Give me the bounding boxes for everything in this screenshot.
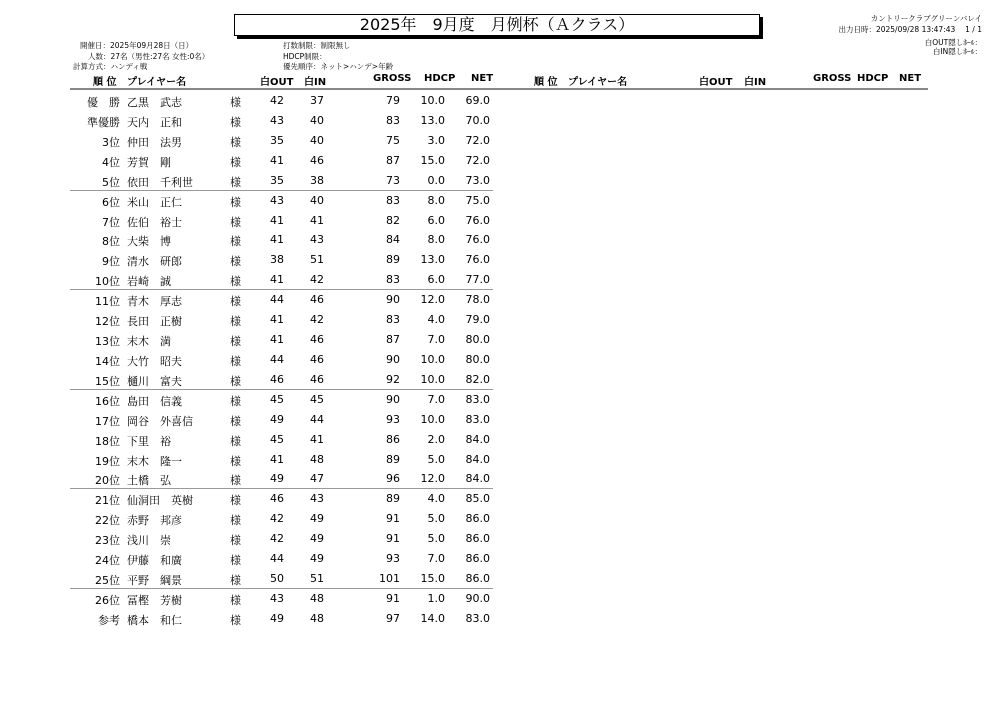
cell-rank: 10位 [95, 275, 120, 289]
cell-net: 76.0 [465, 213, 490, 227]
cell-net: 75.0 [465, 193, 490, 207]
cell-name: 清水 研郎 [127, 255, 182, 269]
cell-net: 84.0 [465, 472, 490, 486]
cell-out: 41 [270, 452, 284, 466]
cell-name: 青木 厚志 [127, 295, 182, 309]
cell-name: 樋川 富夫 [127, 374, 182, 388]
header-net-2: NET [899, 73, 922, 84]
cell-rank: 16位 [95, 394, 120, 408]
cell-gross: 91 [386, 532, 400, 546]
table-row [70, 170, 493, 190]
table-row [70, 568, 493, 588]
cell-name: 天内 正和 [127, 115, 182, 129]
cell-net: 73.0 [465, 173, 490, 187]
cell-sama: 様 [230, 554, 241, 568]
cell-out: 49 [270, 412, 284, 426]
table-row [70, 608, 493, 628]
cell-out: 41 [270, 213, 284, 227]
cell-name: 芳賀 剛 [127, 155, 171, 169]
cell-name: 伊藤 和廣 [127, 554, 182, 568]
cell-gross: 90 [386, 352, 400, 366]
cell-hdcp: 10.0 [420, 94, 445, 107]
cell-gross: 79 [386, 94, 400, 107]
cell-name: 赤野 邦彦 [127, 514, 182, 528]
header-gross: GROSS [373, 73, 412, 84]
cell-out: 42 [270, 532, 284, 546]
cell-rank: 17位 [95, 414, 120, 428]
cell-in: 41 [310, 213, 324, 227]
cell-in: 46 [310, 333, 324, 347]
cell-in: 48 [310, 592, 324, 605]
table-row [70, 449, 493, 469]
cell-out: 49 [270, 472, 284, 486]
cell-in: 49 [310, 552, 324, 566]
cell-net: 85.0 [465, 492, 490, 506]
header-net: NET [471, 73, 494, 84]
cell-name: 末木 隆一 [127, 454, 182, 468]
cell-name: 仲田 法男 [127, 135, 182, 149]
cell-sama: 様 [230, 613, 241, 627]
cell-sama: 様 [230, 215, 241, 229]
cell-gross: 96 [386, 472, 400, 486]
cell-in: 44 [310, 412, 324, 426]
cell-net: 77.0 [465, 273, 490, 287]
cell-rank: 7位 [102, 215, 120, 229]
cell-out: 41 [270, 333, 284, 347]
cell-hdcp: 14.0 [420, 611, 445, 625]
cell-sama: 様 [230, 354, 241, 368]
cell-gross: 84 [386, 233, 400, 247]
header-gross-2: GROSS [813, 73, 852, 84]
cell-sama: 様 [230, 474, 241, 488]
cell-sama: 様 [230, 135, 241, 149]
cell-in: 47 [310, 472, 324, 486]
note-in-hidden: 白IN隠しﾎｰﾙ： [932, 47, 982, 56]
cell-name: 米山 正仁 [127, 195, 182, 209]
cell-out: 35 [270, 133, 284, 147]
cell-sama: 様 [230, 295, 241, 309]
cell-hdcp: 5.0 [427, 512, 445, 526]
note-out-hidden: 白OUT隠しﾎｰﾙ： [924, 38, 982, 47]
cell-sama: 様 [230, 175, 241, 189]
cell-net: 70.0 [465, 113, 490, 127]
cell-hdcp: 1.0 [427, 592, 445, 605]
cell-sama: 様 [230, 414, 241, 428]
cell-hdcp: 15.0 [420, 572, 445, 586]
cell-net: 72.0 [465, 133, 490, 147]
table-row [70, 249, 493, 269]
cell-net: 86.0 [465, 572, 490, 586]
cell-out: 38 [270, 253, 284, 267]
group-divider [70, 289, 493, 290]
cell-sama: 様 [230, 494, 241, 508]
cell-hdcp: 7.0 [427, 392, 445, 406]
cell-rank: 準優勝 [87, 115, 120, 129]
cell-net: 83.0 [465, 392, 490, 406]
table-row [70, 488, 493, 508]
table-row [70, 150, 493, 170]
cell-in: 43 [310, 492, 324, 506]
table-row [70, 269, 493, 289]
cell-in: 46 [310, 372, 324, 386]
cell-out: 43 [270, 592, 284, 605]
table-row [70, 309, 493, 329]
hdcp-limit: HDCP制限： [283, 52, 327, 61]
cell-net: 69.0 [465, 94, 490, 107]
cell-in: 41 [310, 432, 324, 446]
cell-in: 40 [310, 113, 324, 127]
calc-method: 計算方式：ハンディ戦 [73, 62, 148, 71]
cell-gross: 93 [386, 552, 400, 566]
cell-sama: 様 [230, 155, 241, 169]
cell-rank: 5位 [102, 175, 120, 189]
cell-name: 岩崎 誠 [127, 275, 171, 289]
table-row [70, 429, 493, 449]
cell-rank: 15位 [95, 374, 120, 388]
priority-order: 優先順序：ネット>ハンデ>年齢 [283, 62, 394, 71]
cell-rank: 21位 [95, 494, 120, 508]
cell-hdcp: 4.0 [427, 492, 445, 506]
cell-out: 43 [270, 113, 284, 127]
cell-in: 46 [310, 293, 324, 307]
cell-rank: 8位 [102, 235, 120, 249]
stroke-limit: 打数制限：制限無し [283, 41, 351, 50]
table-row [70, 548, 493, 568]
table-row [70, 289, 493, 309]
cell-gross: 75 [386, 133, 400, 147]
cell-rank: 22位 [95, 514, 120, 528]
table-row [70, 329, 493, 349]
header-in: 白IN [304, 77, 327, 88]
cell-rank: 6位 [102, 195, 120, 209]
cell-out: 44 [270, 352, 284, 366]
table-row [70, 210, 493, 230]
cell-sama: 様 [230, 96, 241, 109]
header-rank-2: 順 位 [534, 77, 558, 88]
cell-name: 島田 信義 [127, 394, 182, 408]
cell-hdcp: 5.0 [427, 532, 445, 546]
table-row [70, 369, 493, 389]
cell-hdcp: 6.0 [427, 273, 445, 287]
cell-hdcp: 4.0 [427, 313, 445, 327]
cell-rank: 9位 [102, 255, 120, 269]
cell-gross: 83 [386, 313, 400, 327]
cell-sama: 様 [230, 115, 241, 129]
cell-out: 45 [270, 432, 284, 446]
cell-in: 40 [310, 133, 324, 147]
cell-net: 80.0 [465, 333, 490, 347]
cell-name: 土橋 弘 [127, 474, 171, 488]
cell-gross: 89 [386, 253, 400, 267]
header-rank: 順 位 [93, 77, 117, 88]
table-row [70, 468, 493, 488]
cell-name: 橋本 和仁 [127, 613, 182, 627]
cell-gross: 87 [386, 153, 400, 167]
group-divider [70, 588, 493, 589]
table-row [70, 588, 493, 608]
header-hdcp-2: HDCP [857, 73, 889, 84]
cell-rank: 3位 [102, 135, 120, 149]
header-player: プレイヤー名 [127, 77, 187, 88]
cell-rank: 14位 [95, 354, 120, 368]
group-divider [70, 190, 493, 191]
cell-in: 46 [310, 153, 324, 167]
cell-in: 37 [310, 94, 324, 107]
cell-hdcp: 10.0 [420, 372, 445, 386]
header-in-2: 白IN [744, 77, 767, 88]
cell-name: 浅川 崇 [127, 534, 171, 548]
cell-rank: 25位 [95, 574, 120, 588]
cell-out: 46 [270, 492, 284, 506]
cell-gross: 89 [386, 492, 400, 506]
cell-gross: 97 [386, 611, 400, 625]
cell-rank: 優 勝 [87, 96, 120, 109]
cell-out: 43 [270, 193, 284, 207]
event-date: 開催日：2025年09月28日（日） [80, 41, 194, 50]
header-player-2: プレイヤー名 [568, 77, 628, 88]
cell-rank: 11位 [95, 295, 120, 309]
cell-net: 76.0 [465, 233, 490, 247]
cell-rank: 13位 [95, 335, 120, 349]
cell-in: 48 [310, 452, 324, 466]
cell-hdcp: 15.0 [420, 153, 445, 167]
cell-hdcp: 13.0 [420, 253, 445, 267]
cell-hdcp: 13.0 [420, 113, 445, 127]
cell-sama: 様 [230, 574, 241, 588]
cell-sama: 様 [230, 275, 241, 289]
cell-in: 48 [310, 611, 324, 625]
cell-in: 42 [310, 313, 324, 327]
cell-sama: 様 [230, 394, 241, 408]
cell-sama: 様 [230, 514, 241, 528]
cell-net: 76.0 [465, 253, 490, 267]
cell-gross: 89 [386, 452, 400, 466]
cell-sama: 様 [230, 235, 241, 249]
cell-sama: 様 [230, 255, 241, 269]
cell-rank: 26位 [95, 594, 120, 607]
table-row [70, 528, 493, 548]
cell-gross: 83 [386, 193, 400, 207]
cell-net: 79.0 [465, 313, 490, 327]
table-row [70, 190, 493, 210]
group-divider [70, 488, 493, 489]
cell-gross: 83 [386, 273, 400, 287]
cell-net: 84.0 [465, 432, 490, 446]
cell-name: 岡谷 外喜信 [127, 414, 193, 428]
cell-gross: 90 [386, 392, 400, 406]
cell-in: 45 [310, 392, 324, 406]
table-row [70, 229, 493, 249]
cell-name: 佐伯 裕士 [127, 215, 182, 229]
cell-name: 平野 綱景 [127, 574, 182, 588]
cell-out: 41 [270, 273, 284, 287]
cell-hdcp: 3.0 [427, 133, 445, 147]
cell-out: 44 [270, 552, 284, 566]
cell-in: 49 [310, 532, 324, 546]
cell-hdcp: 10.0 [420, 352, 445, 366]
cell-in: 46 [310, 352, 324, 366]
cell-hdcp: 0.0 [427, 173, 445, 187]
participant-count: 人数：27名（男性:27名 女性:0名） [88, 52, 210, 61]
cell-in: 40 [310, 193, 324, 207]
cell-gross: 87 [386, 333, 400, 347]
cell-hdcp: 6.0 [427, 213, 445, 227]
cell-net: 83.0 [465, 412, 490, 426]
cell-out: 44 [270, 293, 284, 307]
table-row [70, 389, 493, 409]
cell-sama: 様 [230, 594, 241, 607]
cell-name: 大柴 博 [127, 235, 171, 249]
cell-out: 42 [270, 512, 284, 526]
table-row [70, 409, 493, 429]
cell-rank: 20位 [95, 474, 120, 488]
cell-hdcp: 5.0 [427, 452, 445, 466]
cell-sama: 様 [230, 454, 241, 468]
output-datetime: 出力日時：2025/09/28 13:47:43 1 / 1 [838, 25, 982, 34]
cell-hdcp: 12.0 [420, 293, 445, 307]
cell-hdcp: 10.0 [420, 412, 445, 426]
cell-rank: 24位 [95, 554, 120, 568]
cell-in: 43 [310, 233, 324, 247]
header-out: 白OUT [260, 77, 294, 88]
cell-name: 末木 満 [127, 335, 171, 349]
cell-in: 51 [310, 253, 324, 267]
cell-hdcp: 7.0 [427, 552, 445, 566]
cell-gross: 82 [386, 213, 400, 227]
cell-sama: 様 [230, 374, 241, 388]
cell-net: 83.0 [465, 611, 490, 625]
cell-gross: 91 [386, 592, 400, 605]
cell-rank: 18位 [95, 434, 120, 448]
cell-out: 42 [270, 94, 284, 107]
group-divider [70, 389, 493, 390]
cell-rank: 4位 [102, 155, 120, 169]
cell-net: 86.0 [465, 532, 490, 546]
header-out-2: 白OUT [699, 77, 733, 88]
cell-gross: 92 [386, 372, 400, 386]
cell-net: 82.0 [465, 372, 490, 386]
cell-net: 86.0 [465, 512, 490, 526]
cell-name: 冨樫 芳樹 [127, 594, 182, 607]
cell-in: 49 [310, 512, 324, 526]
cell-gross: 93 [386, 412, 400, 426]
cell-net: 84.0 [465, 452, 490, 466]
table-row [70, 90, 493, 110]
cell-gross: 83 [386, 113, 400, 127]
cell-sama: 様 [230, 195, 241, 209]
cell-out: 46 [270, 372, 284, 386]
cell-gross: 101 [379, 572, 400, 586]
cell-rank: 23位 [95, 534, 120, 548]
cell-hdcp: 2.0 [427, 432, 445, 446]
cell-gross: 90 [386, 293, 400, 307]
cell-out: 41 [270, 233, 284, 247]
cell-in: 38 [310, 173, 324, 187]
cell-rank: 19位 [95, 454, 120, 468]
cell-hdcp: 8.0 [427, 233, 445, 247]
cell-sama: 様 [230, 335, 241, 349]
cell-net: 86.0 [465, 552, 490, 566]
cell-out: 35 [270, 173, 284, 187]
cell-in: 42 [310, 273, 324, 287]
cell-gross: 91 [386, 512, 400, 526]
report-title: 2025年 9月度 月例杯（Ａクラス） [234, 14, 760, 36]
cell-rank: 参考 [98, 613, 120, 627]
cell-gross: 73 [386, 173, 400, 187]
cell-name: 下里 裕 [127, 434, 171, 448]
cell-hdcp: 7.0 [427, 333, 445, 347]
cell-sama: 様 [230, 434, 241, 448]
club-name: カントリークラブグリーンバレイ [870, 14, 982, 23]
cell-gross: 86 [386, 432, 400, 446]
cell-sama: 様 [230, 534, 241, 548]
cell-name: 依田 千利世 [127, 175, 193, 189]
table-row [70, 130, 493, 150]
cell-name: 大竹 昭夫 [127, 354, 182, 368]
cell-net: 72.0 [465, 153, 490, 167]
cell-name: 長田 正樹 [127, 315, 182, 329]
cell-out: 50 [270, 572, 284, 586]
cell-hdcp: 12.0 [420, 472, 445, 486]
cell-in: 51 [310, 572, 324, 586]
cell-out: 41 [270, 313, 284, 327]
header-hdcp: HDCP [424, 73, 456, 84]
table-row [70, 110, 493, 130]
cell-hdcp: 8.0 [427, 193, 445, 207]
cell-out: 45 [270, 392, 284, 406]
cell-out: 49 [270, 611, 284, 625]
cell-net: 80.0 [465, 352, 490, 366]
cell-net: 78.0 [465, 293, 490, 307]
cell-net: 90.0 [465, 592, 490, 605]
table-row [70, 508, 493, 528]
cell-out: 41 [270, 153, 284, 167]
cell-name: 乙黒 武志 [127, 96, 182, 109]
table-row [70, 349, 493, 369]
cell-rank: 12位 [95, 315, 120, 329]
cell-sama: 様 [230, 315, 241, 329]
cell-name: 仙洞田 英樹 [127, 494, 193, 508]
